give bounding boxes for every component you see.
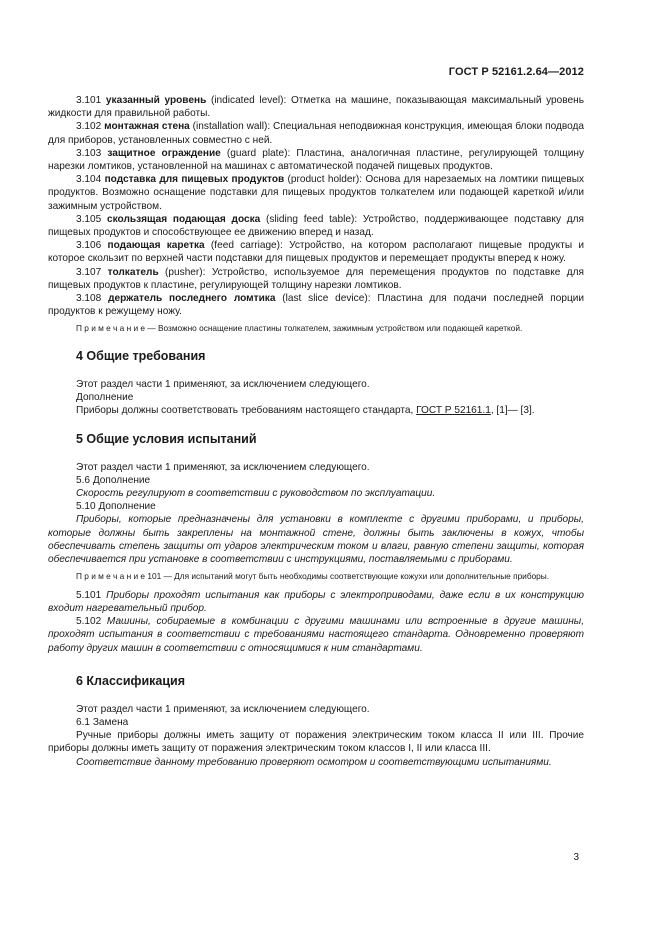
clause-5-101: 5.101 Приборы проходят испытания как приборы с электроприводами, даже если в их конструкцию входит нагревательный прибор. (48, 589, 584, 614)
note-101: П р и м е ч а н и е 101 — Для испытаний могут быть необходимы соответствующие кожухи или дополнительные приборы. (76, 571, 550, 582)
term-3-104: 3.104 подставка для пищевых продуктов (product holder): Основа для нарезаемых на ломтики пищевых продуктов. Возможно оснащение подставки для пищевых продуктов толкателем или подающей кареткой и/или зажимным устройством. (48, 174, 584, 212)
note-terms: П р и м е ч а н и е — Возможно оснащение пластины толкателем, зажимным устройством или подающей кареткой. (76, 323, 523, 334)
terms-list (48, 94, 584, 318)
page-content (48, 94, 584, 769)
section-6-title: 6 Классификация (76, 673, 186, 688)
document-code: ГОСТ Р 52161.2.64—2012 (448, 66, 584, 78)
gost-link[interactable]: ГОСТ Р 52161.1 (416, 405, 491, 417)
section-6-intro: Этот раздел части 1 применяют, за исключением следующего. (76, 703, 370, 715)
term-3-101: 3.101 указанный уровень (indicated level): Отметка на машине, показывающая максимальный уровень жидкости для правильной работы. (48, 95, 584, 120)
section-4-addition: Дополнение (76, 392, 134, 404)
term-3-107: 3.107 толкатель (pusher): Устройство, используемое для перемещения продуктов по подставке для пищевых продуктов к пластине, регулирующей толщину нарезки ломтиков. (48, 266, 584, 291)
term-3-106: 3.106 подающая каретка (feed carriage): Устройство, на котором располагают пищевые продукты и которое скользит по верхней части подставки для пищевых продуктов и перемещает продукты вперед к ножу. (48, 240, 584, 265)
clause-6-1-text: Ручные приборы должны иметь защиту от поражения электрическим током класса II или III. Прочие приборы должны иметь защиту от поражения электрическим током классов I, II или класса III. (48, 730, 584, 755)
page-number: 3 (573, 852, 579, 863)
clause-6-1-compliance: Соответствие данному требованию проверяют осмотром и соответствующими испытаниями. (76, 756, 552, 768)
clause-6-1-heading: 6.1 Замена (76, 716, 129, 728)
section-5-intro: Этот раздел части 1 применяют, за исключением следующего. (76, 461, 370, 473)
term-3-108: 3.108 держатель последнего ломтика (last slice device): Пластина для подачи последней порции продуктов к режущему ножу. (48, 293, 585, 318)
section-4-requirement: Приборы должны соответствовать требованиям настоящего стандарта, ГОСТ Р 52161.1, [1]— [3]. (76, 405, 535, 417)
section-5-title: 5 Общие условия испытаний (76, 431, 257, 446)
term-3-102: 3.102 монтажная стена (installation wall): Специальная неподвижная конструкция, имеющая блоки подвода для приборов, установленных совместно с ней. (48, 121, 584, 146)
term-3-103: 3.103 защитное ограждение (guard plate): Пластина, аналогичная пластине, регулирующей толщину нарезки ломтиков, установленной на машинах с автоматической подачей пищевых продуктов. (48, 147, 584, 173)
term-3-105: 3.105 скользящая подающая доска (sliding feed table): Устройство, поддерживающее подставку для пищевых продуктов и способствующее ее движению вперед и назад. (48, 213, 584, 239)
clause-5-6-heading: 5.6 Дополнение (76, 474, 151, 486)
clause-5-10-text: Приборы, которые предназначены для установки в комплекте с другими приборами, и приборы, которые должны быть закреплены на монтажной стене, должны быть заключены в кожух, чтобы обеспечивать степень защиты от ударов электрическим током и влаги, равную степени защиты, которая обеспечивается при установке в соответствии с инструкциями, поставляемыми с приборами. (48, 514, 584, 565)
clause-5-6-text: Скорость регулируют в соответствии с руководством по эксплуатации. (76, 487, 436, 499)
clause-5-102: 5.102 Машины, собираемые в комбинации с другими машинами или встроенные в другие машины, проходят испытания в соответствии с требованиями настоящего стандарта. Одновременно проверяют работу других машин в соответствии с относящимися к ним стандартами. (48, 616, 584, 654)
section-4-title: 4 Общие требования (76, 348, 206, 363)
section-4-intro: Этот раздел части 1 применяют, за исключением следующего. (76, 378, 370, 390)
clause-5-10-heading: 5.10 Дополнение (76, 501, 156, 513)
